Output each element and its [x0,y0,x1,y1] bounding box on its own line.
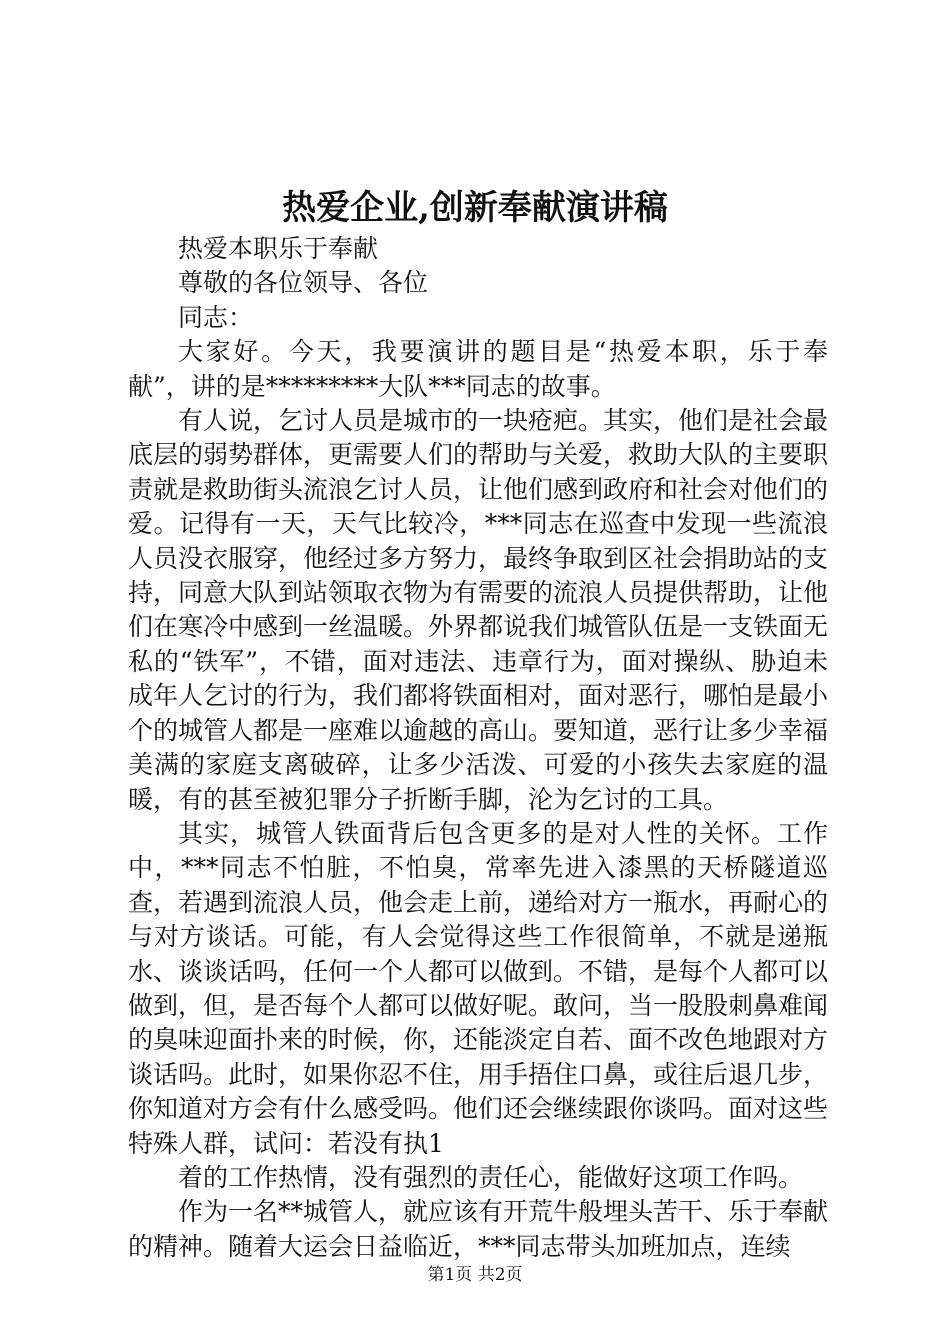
page-footer: 第1页 共2页 [427,1265,523,1285]
paragraph: 其实，城管人铁面背后包含更多的是对人性的关怀。工作中，***同志不怕脏，不怕臭，常率先进入漆黑的天桥隧道巡查，若遇到流浪人员，他会走上前，递给对方一瓶水，再耐心的与对方谈话。可能，有人会觉得这些工作很简单，不就是递瓶水、谈谈话吗，任何一个人都可以做到。不错，是每个人都可以做到，但，是否每个人都可以做好呢。敢问，当一股股刺鼻难闻的臭味迎面扑来的时候，你，还能淡定自若、面不改色地跟对方谈话吗。此时，如果你忍不住，用手捂住口鼻，或往后退几步，你知道对方会有什么感受吗。他们还会继续跟你谈吗。面对这些特殊人群，试问：若没有执1 [128,818,829,1158]
paragraph: 有人说，乞讨人员是城市的一块疮疤。其实，他们是社会最底层的弱势群体，更需要人们的帮助与关爱，救助大队的主要职责就是救助街头流浪乞讨人员，让他们感到政府和社会对他们的爱。记得有一天，天气比较冷，***同志在巡查中发现一些流浪人员没衣服穿，他经过多方努力，最终争取到区社会捐助站的支持，同意大队到站领取衣物为有需要的流浪人员提供帮助，让他们在寒冷中感到一丝温暖。外界都说我们城管队伍是一支铁面无私的“铁军”，不错，面对违法、违章行为，面对操纵、胁迫未成年人乞讨的行为，我们都将铁面相对，面对恶行，哪怕是最小个的城管人都是一座难以逾越的高山。要知道，恶行让多少幸福美满的家庭支离破碎，让多少活泼、可爱的小孩失去家庭的温暖，有的甚至被犯罪分子折断手脚，沦为乞讨的工具。 [128,406,829,814]
paragraph: 作为一名**城管人，就应该有开荒牛般埋头苦干、乐于奉献的精神。随着大运会日益临近，***同志带头加班加点，连续 [128,1197,829,1261]
salutation-line: 尊敬的各位领导、各位 [178,268,429,298]
document-body [128,232,828,1264]
document-title: 热爱企业,创新奉献演讲稿 [282,188,668,228]
paragraph: 大家好。今天，我要演讲的题目是“热爱本职，乐于奉献”，讲的是*********大队***同志的故事。 [128,337,828,401]
paragraph: 着的工作热情，没有强烈的责任心，能做好这项工作吗。 [178,1162,804,1192]
salutation-line-continued: 同志： [178,302,254,332]
subtitle-line: 热爱本职乐于奉献 [178,234,379,263]
